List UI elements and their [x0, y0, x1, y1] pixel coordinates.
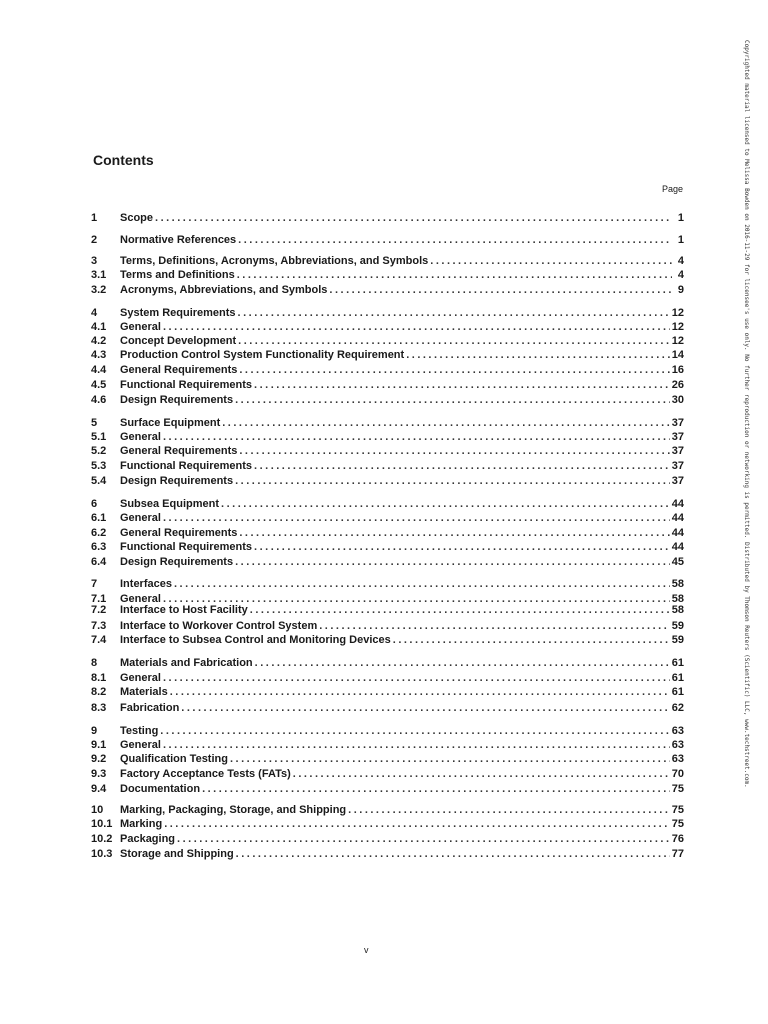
toc-entry-label: Interface to Workover Control System	[120, 620, 318, 632]
toc-entry-number: 5.1	[91, 431, 107, 443]
toc-entry-page: 77	[671, 848, 684, 860]
toc-leader-dots	[163, 321, 670, 333]
toc-entry-page: 37	[671, 445, 684, 457]
toc-entry-page: 61	[671, 686, 684, 698]
toc-entry-page: 1	[677, 234, 684, 246]
toc-entry[interactable]	[91, 578, 684, 592]
toc-leader-dots	[235, 556, 670, 568]
toc-entry-label: General	[120, 431, 161, 443]
toc-entry[interactable]	[91, 321, 684, 335]
toc-leader-dots	[254, 460, 670, 472]
toc-leader-dots	[239, 445, 669, 457]
toc-entry-number: 7.3	[91, 620, 107, 632]
toc-entry-page: 26	[671, 379, 684, 391]
toc-leader-dots	[235, 394, 670, 406]
toc-entry-number: 6.4	[91, 556, 107, 568]
toc-entry-number: 9.3	[91, 768, 107, 780]
toc-entry-page: 14	[671, 349, 684, 361]
toc-entry[interactable]	[91, 541, 684, 555]
toc-entry-page: 58	[671, 578, 684, 590]
toc-entry-label: System Requirements	[120, 307, 236, 319]
toc-leader-dots	[174, 578, 670, 590]
toc-entry-label: General	[120, 593, 161, 605]
toc-entry[interactable]	[91, 783, 684, 797]
toc-entry-page: 4	[677, 269, 684, 281]
toc-entry-page: 59	[671, 634, 684, 646]
toc-entry-label: General	[120, 512, 161, 524]
toc-entry-number: 6.3	[91, 541, 107, 553]
toc-entry-page: 12	[671, 307, 684, 319]
toc-leader-dots	[163, 672, 670, 684]
toc-entry-label: Interface to Subsea Control and Monitoring Devices	[120, 634, 391, 646]
toc-entry-number: 6	[91, 498, 98, 510]
toc-entry-label: Qualification Testing	[120, 753, 228, 765]
toc-entry-number: 10	[91, 804, 104, 816]
toc-entry-number: 4.4	[91, 364, 107, 376]
toc-entry-label: Design Requirements	[120, 394, 234, 406]
toc-entry-page: 59	[671, 620, 684, 632]
toc-entry-page: 12	[671, 321, 684, 333]
toc-entry-label: Design Requirements	[120, 556, 234, 568]
toc-entry-page: 44	[671, 512, 684, 524]
toc-entry[interactable]	[91, 284, 684, 298]
toc-entry-page: 44	[671, 527, 684, 539]
toc-entry[interactable]	[91, 620, 684, 634]
toc-entry-label: Marking, Packaging, Storage, and Shipping	[120, 804, 347, 816]
toc-entry-label: General	[120, 672, 161, 684]
toc-entry[interactable]	[91, 379, 684, 393]
toc-entry-label: Storage and Shipping	[120, 848, 234, 860]
toc-entry[interactable]	[91, 349, 684, 363]
toc-entry-page: 45	[671, 556, 684, 568]
toc-entry[interactable]	[91, 269, 684, 283]
toc-entry-page: 12	[671, 335, 684, 347]
toc-entry[interactable]	[91, 833, 684, 847]
toc-leader-dots	[348, 804, 670, 816]
toc-entry-label: General	[120, 739, 161, 751]
toc-entry-number: 3.2	[91, 284, 107, 296]
toc-leader-dots	[254, 379, 670, 391]
toc-entry[interactable]	[91, 672, 684, 686]
toc-entry-page: 9	[677, 284, 684, 296]
toc-entry[interactable]	[91, 335, 684, 349]
toc-leader-dots	[181, 702, 669, 714]
toc-leader-dots	[255, 657, 670, 669]
toc-entry-page: 37	[671, 475, 684, 487]
toc-leader-dots	[163, 431, 670, 443]
toc-entry[interactable]	[91, 445, 684, 459]
toc-entry-number: 9.2	[91, 753, 107, 765]
toc-leader-dots	[329, 284, 672, 296]
toc-entry-label: Terms and Definitions	[120, 269, 235, 281]
toc-entry-page: 63	[671, 725, 684, 737]
toc-entry-label: Surface Equipment	[120, 417, 221, 429]
toc-leader-dots	[170, 686, 670, 698]
toc-entry[interactable]	[91, 818, 684, 832]
toc-entry-label: Normative References	[120, 234, 237, 246]
toc-entry-number: 4.3	[91, 349, 107, 361]
toc-leader-dots	[155, 212, 672, 224]
toc-entry-number: 5.2	[91, 445, 107, 457]
toc-entry-number: 7.1	[91, 593, 107, 605]
toc-entry[interactable]	[91, 307, 684, 321]
toc-entry-number: 9	[91, 725, 98, 737]
toc-entry-page: 61	[671, 672, 684, 684]
toc-entry-page: 61	[671, 657, 684, 669]
toc-leader-dots	[239, 364, 669, 376]
toc-entry-label: Fabrication	[120, 702, 180, 714]
toc-leader-dots	[239, 527, 669, 539]
toc-entry-page: 76	[671, 833, 684, 845]
copyright-notice: Copyrighted material licensed to Melissa Bowden on 2016-11-29 for licensee's use only. No further reproduction or networking is permitted. Distributed by Thomson Reuters (Scientific) LLC, www.techstreet.com.	[743, 40, 750, 788]
toc-leader-dots	[250, 604, 670, 616]
toc-entry-page: 44	[671, 498, 684, 510]
toc-entry[interactable]	[91, 255, 684, 269]
toc-entry-page: 75	[671, 804, 684, 816]
toc-entry-page: 63	[671, 753, 684, 765]
toc-entry-page: 58	[671, 604, 684, 616]
toc-entry[interactable]	[91, 634, 684, 648]
toc-leader-dots	[293, 768, 670, 780]
toc-entry-page: 75	[671, 783, 684, 795]
toc-entry[interactable]	[91, 657, 684, 671]
toc-entry-label: Interface to Host Facility	[120, 604, 248, 616]
toc-entry-number: 9.1	[91, 739, 107, 751]
toc-entry-label: General	[120, 321, 161, 333]
page-title: Contents	[93, 152, 154, 168]
toc-entry[interactable]	[91, 604, 684, 618]
toc-leader-dots	[163, 739, 670, 751]
toc-entry-number: 8.2	[91, 686, 107, 698]
toc-entry[interactable]	[91, 475, 684, 489]
page-number: v	[364, 945, 369, 955]
toc-entry[interactable]	[91, 768, 684, 782]
toc-entry-label: Subsea Equipment	[120, 498, 220, 510]
toc-entry-number: 6.1	[91, 512, 107, 524]
toc-entry-number: 3.1	[91, 269, 107, 281]
toc-entry-number: 4	[91, 307, 98, 319]
toc-entry-number: 2	[91, 234, 98, 246]
toc-leader-dots	[235, 475, 670, 487]
toc-entry-number: 10.3	[91, 848, 113, 860]
toc-entry-label: Terms, Definitions, Acronyms, Abbreviations, and Symbols	[120, 255, 429, 267]
toc-leader-dots	[221, 498, 670, 510]
toc-entry-label: Interfaces	[120, 578, 172, 590]
toc-entry-label: Scope	[120, 212, 154, 224]
toc-entry-page: 62	[671, 702, 684, 714]
toc-entry-page: 37	[671, 417, 684, 429]
toc-entry-number: 8	[91, 657, 98, 669]
toc-entry-number: 3	[91, 255, 98, 267]
toc-entry[interactable]	[91, 686, 684, 700]
toc-entry-label: Documentation	[120, 783, 201, 795]
toc-entry[interactable]	[91, 725, 684, 739]
toc-entry-number: 4.6	[91, 394, 107, 406]
toc-entry[interactable]	[91, 394, 684, 408]
toc-entry[interactable]	[91, 848, 684, 862]
toc-entry-number: 1	[91, 212, 98, 224]
toc-entry-label: General Requirements	[120, 527, 238, 539]
toc-entry-number: 4.2	[91, 335, 107, 347]
toc-entry-page: 70	[671, 768, 684, 780]
toc-entry[interactable]	[91, 417, 684, 431]
toc-leader-dots	[393, 634, 670, 646]
toc-entry-number: 4.1	[91, 321, 107, 333]
toc-entry[interactable]	[91, 556, 684, 570]
toc-entry-label: Acronyms, Abbreviations, and Symbols	[120, 284, 328, 296]
toc-entry-number: 9.4	[91, 783, 107, 795]
toc-entry[interactable]	[91, 804, 684, 818]
toc-entry[interactable]	[91, 234, 684, 248]
toc-entry-label: Functional Requirements	[120, 541, 253, 553]
toc-entry[interactable]	[91, 753, 684, 767]
page-column-header: Page	[661, 184, 683, 194]
toc-leader-dots	[160, 725, 669, 737]
toc-entry-number: 7	[91, 578, 98, 590]
toc-entry-label: Production Control System Functionality Requirement	[120, 349, 405, 361]
toc-entry-label: Concept Development	[120, 335, 237, 347]
toc-entry[interactable]	[91, 431, 684, 445]
toc-entry-page: 30	[671, 394, 684, 406]
toc-entry-number: 7.4	[91, 634, 107, 646]
toc-leader-dots	[406, 349, 670, 361]
toc-entry-label: Testing	[120, 725, 159, 737]
toc-leader-dots	[177, 833, 670, 845]
toc-entry-page: 58	[671, 593, 684, 605]
toc-leader-dots	[236, 848, 670, 860]
toc-entry-number: 4.5	[91, 379, 107, 391]
toc-entry[interactable]	[91, 739, 684, 753]
toc-entry-label: Functional Requirements	[120, 460, 253, 472]
toc-entry-page: 75	[671, 818, 684, 830]
toc-entry-number: 8.3	[91, 702, 107, 714]
toc-leader-dots	[230, 753, 670, 765]
toc-entry-number: 6.2	[91, 527, 107, 539]
toc-leader-dots	[430, 255, 672, 267]
toc-entry-page: 16	[671, 364, 684, 376]
toc-leader-dots	[164, 818, 670, 830]
toc-entry[interactable]	[91, 364, 684, 378]
toc-leader-dots	[319, 620, 670, 632]
toc-entry-label: Design Requirements	[120, 475, 234, 487]
toc-entry-number: 10.2	[91, 833, 113, 845]
toc-leader-dots	[238, 234, 672, 246]
toc-entry-number: 5	[91, 417, 98, 429]
toc-entry-label: Materials	[120, 686, 168, 698]
toc-leader-dots	[202, 783, 670, 795]
toc-entry[interactable]	[91, 527, 684, 541]
toc-entry[interactable]	[91, 512, 684, 526]
toc-entry[interactable]	[91, 212, 684, 226]
toc-entry-page: 1	[677, 212, 684, 224]
toc-entry-page: 44	[671, 541, 684, 553]
toc-entry-label: Factory Acceptance Tests (FATs)	[120, 768, 291, 780]
toc-entry[interactable]	[91, 460, 684, 474]
toc-entry-label: Packaging	[120, 833, 176, 845]
toc-entry-page: 37	[671, 460, 684, 472]
toc-leader-dots	[238, 335, 670, 347]
toc-entry-label: Marking	[120, 818, 163, 830]
toc-entry[interactable]	[91, 702, 684, 716]
toc-leader-dots	[163, 512, 670, 524]
toc-leader-dots	[254, 541, 670, 553]
toc-leader-dots	[237, 269, 672, 281]
toc-entry-page: 37	[671, 431, 684, 443]
toc-leader-dots	[238, 307, 670, 319]
toc-entry-number: 5.3	[91, 460, 107, 472]
toc-entry-number: 5.4	[91, 475, 107, 487]
toc-entry-label: Materials and Fabrication	[120, 657, 253, 669]
toc-entry-label: General Requirements	[120, 445, 238, 457]
toc-entry-page: 4	[677, 255, 684, 267]
toc-entry-number: 8.1	[91, 672, 107, 684]
toc-entry-number: 10.1	[91, 818, 113, 830]
toc-entry-label: General Requirements	[120, 364, 238, 376]
toc-entry-page: 63	[671, 739, 684, 751]
toc-leader-dots	[222, 417, 670, 429]
toc-entry-label: Functional Requirements	[120, 379, 253, 391]
toc-entry-number: 7.2	[91, 604, 107, 616]
toc-entry[interactable]	[91, 498, 684, 512]
